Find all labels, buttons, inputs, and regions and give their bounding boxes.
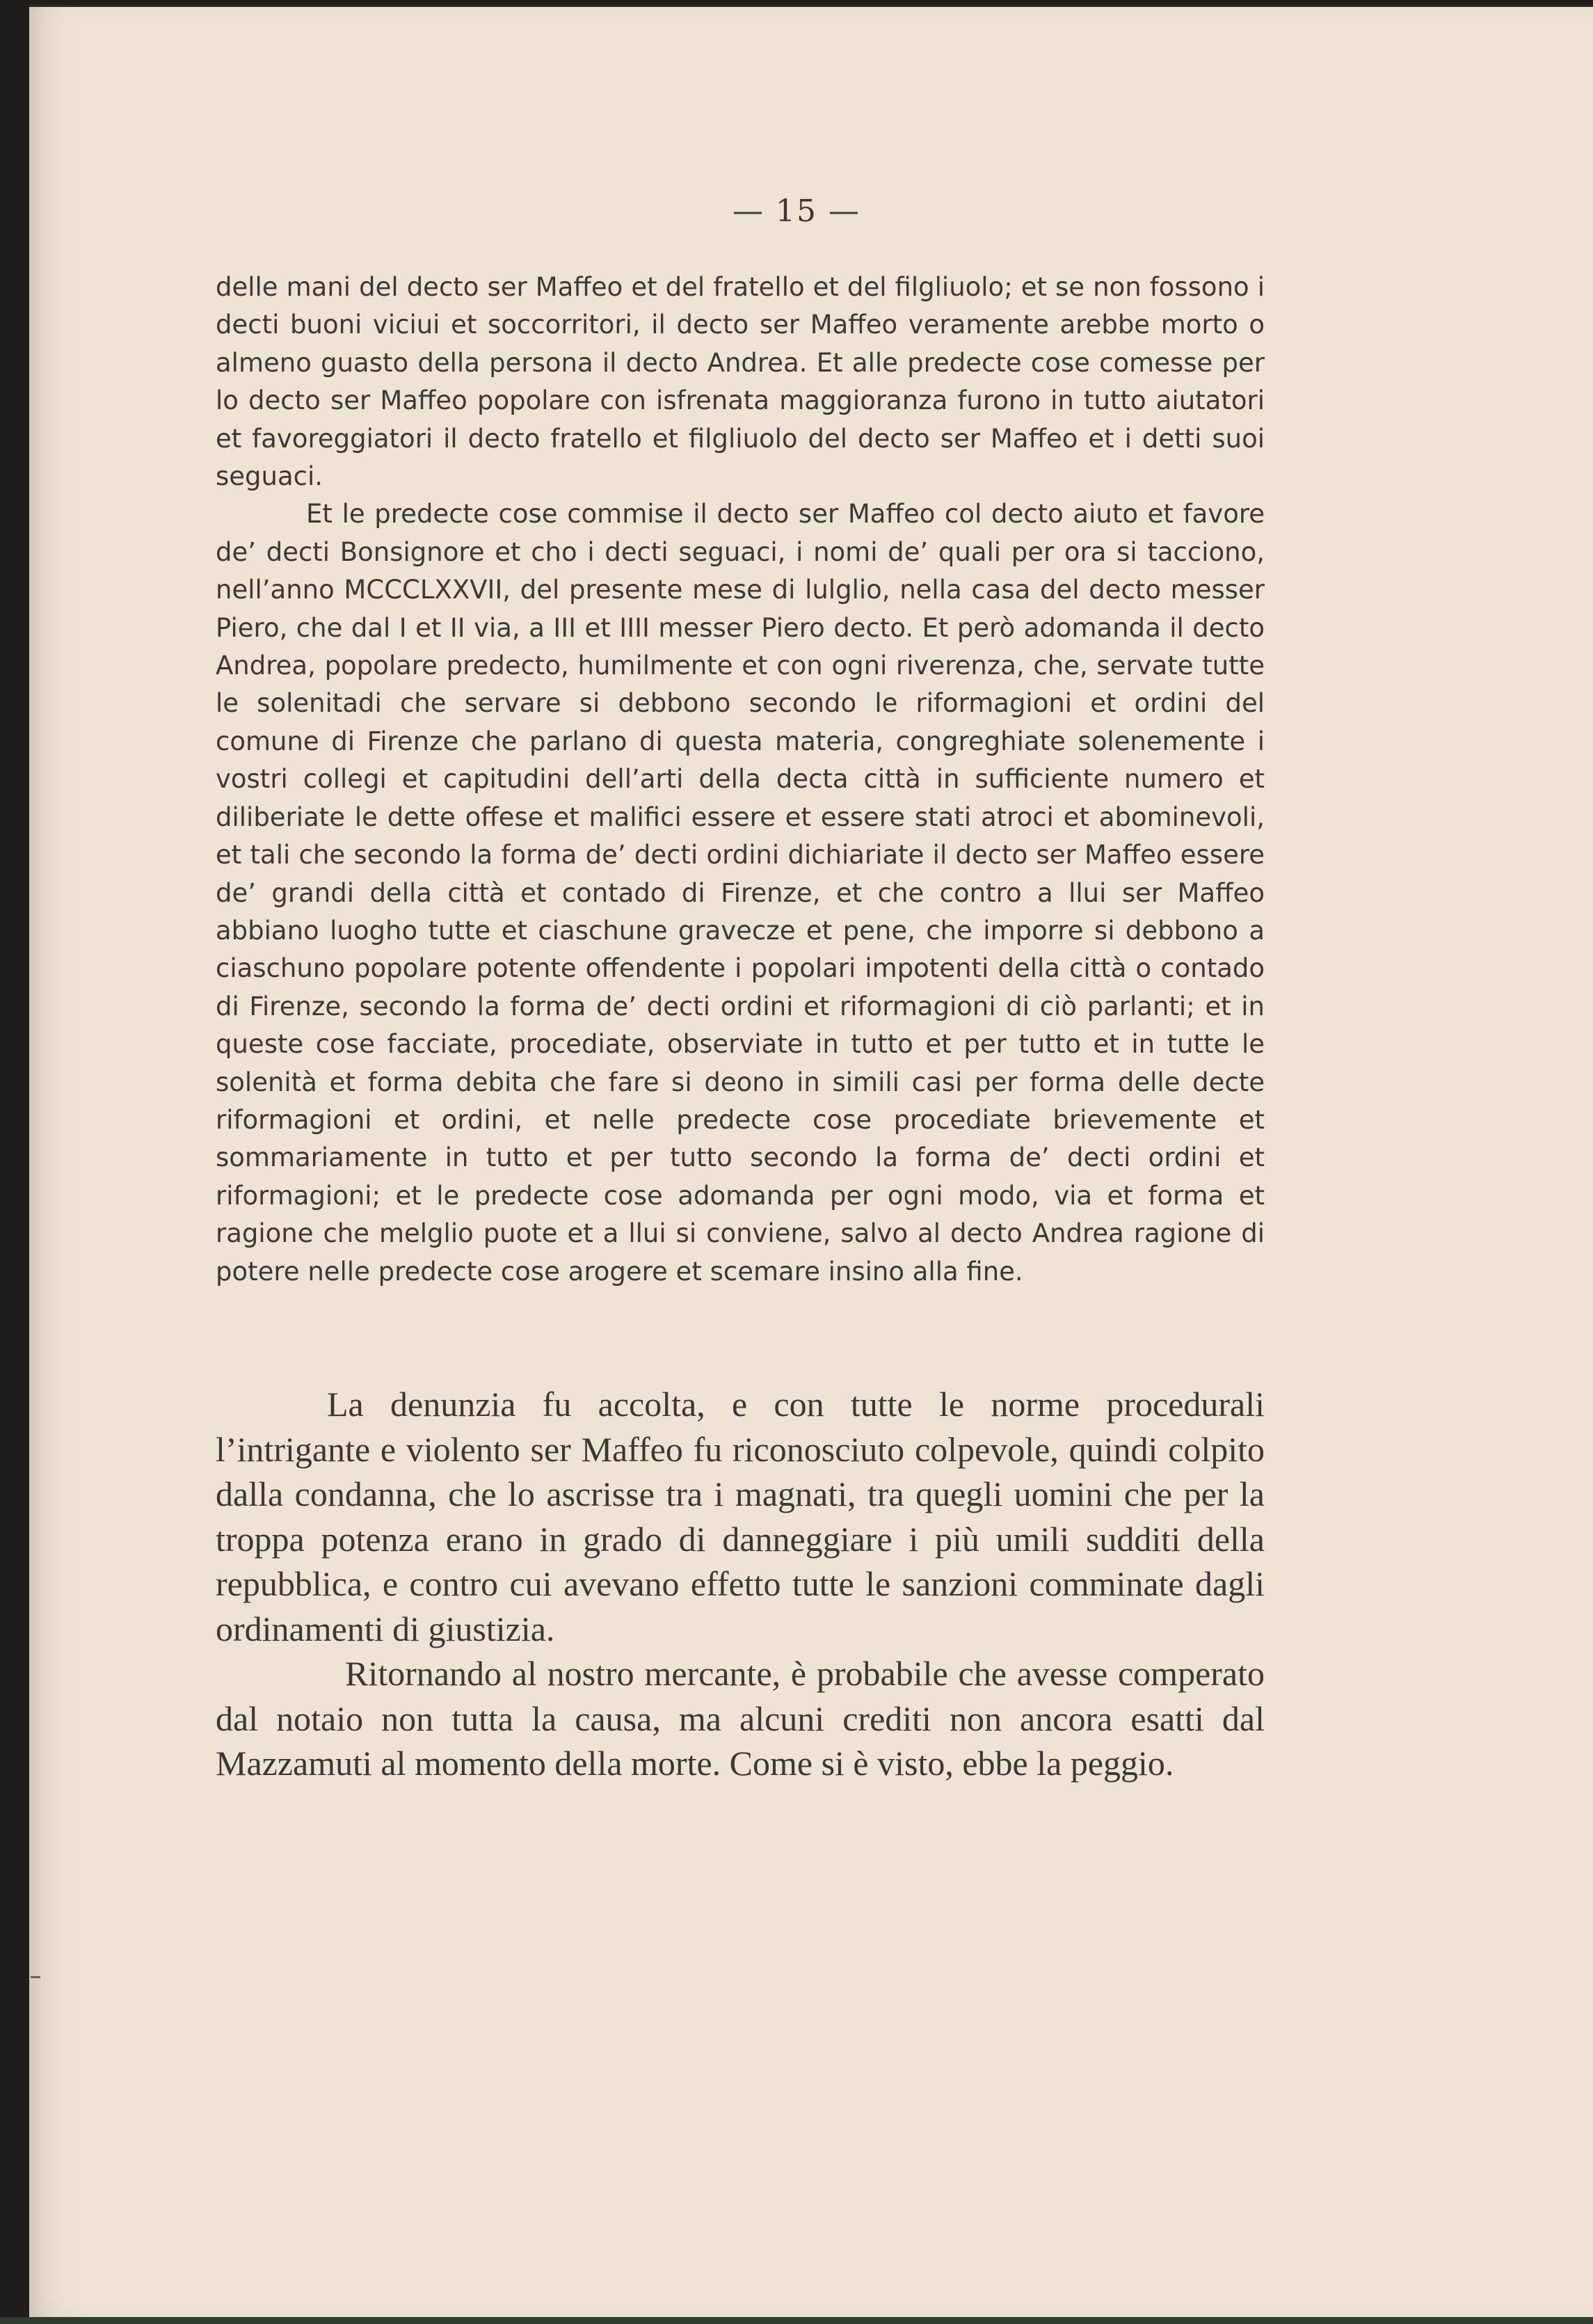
main-paragraph-2: Ritornando al nostro mercante, è probabile che avesse comperato dal notaio non tutta la causa, ma alcuni crediti non ancora esatti dal Mazzamuti al momento della morte. Come si è visto, ebbe la peggio. xyxy=(216,1654,1265,1783)
page-bottom-edge xyxy=(0,2317,1593,2324)
quoted-paragraph-1: delle mani del decto ser Maffeo et del fratello et del filgliuolo; et se non fossono i decti buoni viciui et soccorritori, il decto ser Maffeo veramente arebbe morto o almeno guasto della persona il decto Andrea. Et alle predecte cose comesse per lo decto ser Maffeo popolare con isfrenata maggioranza furono in tutto aiutatori et favoreggiatori il decto fratello et filgliuolo del decto ser Maffeo et i detti suoi seguaci. xyxy=(216,272,1265,492)
main-text-block xyxy=(216,1382,1265,1786)
page-number: — 15 — xyxy=(733,193,860,229)
quoted-paragraph-2: Et le predecte cose commise il decto ser Maffeo col decto aiuto et favore de’ decti Bonsignore et cho i decti seguaci, i nomi de’ quali per ora si tacciono, nell’anno MCCCLXXVII, del presente mese di lulglio, nella casa del decto messer Piero, che dal I et II via, a III et IIII messer Piero decto. Et però adomanda il decto Andrea, popolare predecto, humilmente et con ogni riverenza, che, servate tutte le solenitadi che servare si debbono secondo le riformagioni et ordini del comune di Firenze che parlano di questa materia, congreghiate solenemente i vostri collegi et capitudini dell’arti della decta città in sufficiente numero et diliberiate le dette offese et malifici essere et essere stati atroci et abominevoli, et tali che secondo la forma de’ decti ordini dichiariate il decto ser Maffeo essere de’ grandi della città et contado di Firenze, et che contro a llui ser Maffeo abbiano luogho tutte et ciaschune gravecze et pene, che imporre si debbono a ciaschuno popolare potente offendente i popolari impotenti della città o contado di Firenze, secondo la forma de’ decti ordini et riformagioni di ciò parlanti; et in queste cose facciate, procediate, observiate in tutto et per tutto et in tutte le solenità et forma debita che fare si deono in simili casi per forma delle decte riformagioni et ordini, et nelle predecte cose procediate brievemente et sommariamente in tutto et per tutto secondo la forma de’ decti ordini et riformagioni; et le predecte cose adomanda per ogni modo, via et forma et ragione che melglio puote et a llui si conviene, salvo al decto Andrea ragione di potere nelle predecte cose arogere et scemare insino alla fine. xyxy=(216,499,1265,1287)
quoted-document-block xyxy=(216,269,1265,1291)
main-paragraph-1: La denunzia fu accolta, e con tutte le norme procedurali l’intrigante e violento ser Maffeo fu riconosciuto colpevole, quindi colpito dalla condanna, che lo ascrisse tra i magnati, tra quegli uomini che per la troppa potenza erano in grado di danneggiare i più umili sudditi della repubblica, e contro cui avevano effetto tutte le sanzioni comminate dagli ordinamenti di giustizia. xyxy=(216,1385,1265,1648)
page-top-edge xyxy=(29,4,1593,7)
margin-mark xyxy=(31,1976,40,1978)
